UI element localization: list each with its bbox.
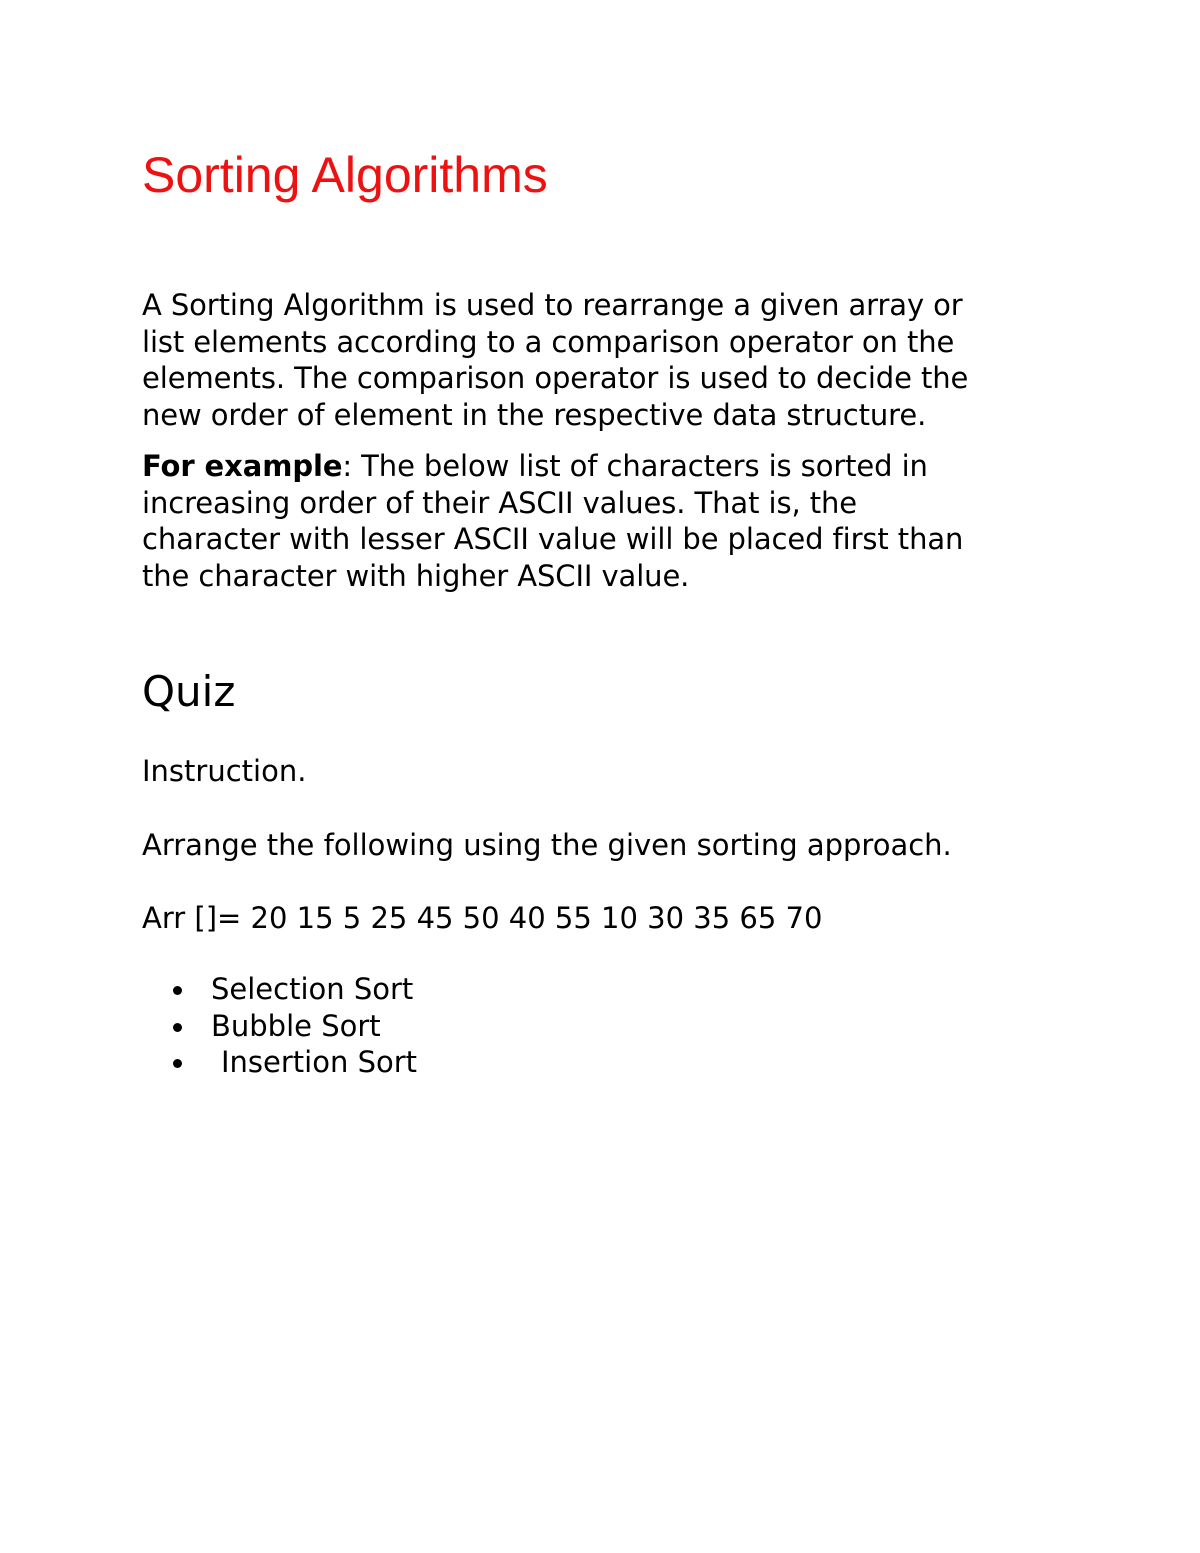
intro-line: elements. The comparison operator is used to decide the [142,361,969,395]
quiz-heading: Quiz [142,667,236,716]
example-label: For example [142,449,343,483]
example-line-rest: : The below list of characters is sorted in [342,449,928,483]
approach-label: Bubble Sort [211,1008,381,1043]
bullet-icon [173,1059,182,1068]
intro-line: new order of element in the respective data structure. [142,397,927,432]
intro-line: A Sorting Algorithm is used to rearrange a given array or [142,288,963,322]
example-paragraph [142,448,1102,594]
quiz-instruction: Instruction. [142,754,307,788]
page-title: Sorting Algorithms [142,147,548,203]
approach-label: Selection Sort [211,972,414,1006]
approach-label: Insertion Sort [221,1045,418,1080]
intro-line: list elements according to a comparison operator on the [142,324,955,359]
example-line: the character with higher ASCII value. [142,558,690,593]
intro-paragraph [142,287,1102,433]
example-line: character with lesser ASCII value will be placed first than [142,522,964,556]
example-line: increasing order of their ASCII values. That is, the [142,485,857,520]
bullet-icon [173,986,182,995]
example-first-line [142,448,1102,485]
bullet-icon [173,1023,182,1032]
quiz-task: Arrange the following using the given sorting approach. [142,828,952,862]
array-values: Arr []= 20 15 5 25 45 50 40 55 10 30 35 65 70 [142,901,823,935]
